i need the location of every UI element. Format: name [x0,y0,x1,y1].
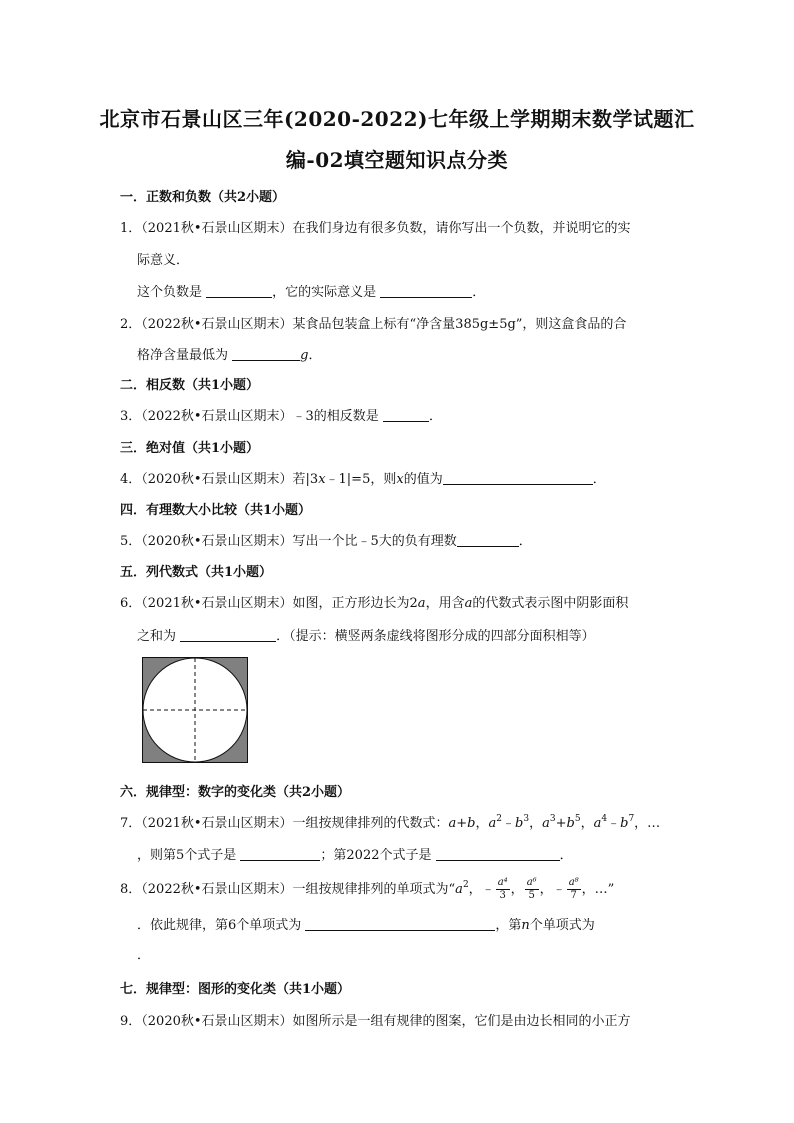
q2-unit: g [300,348,309,363]
question-4-line-1 [120,468,606,487]
q7-sep-1: ， [475,816,489,831]
q4-text-c: 的值为 [403,472,443,487]
q7-expr-3-exp-a: 3 [549,814,556,824]
q1-answer-blank-meaning[interactable] [380,284,472,298]
section-heading-number-patterns: 六．规律型：数字的变化类（共2小题） [120,785,351,800]
q7-text-d: ． [559,848,573,863]
q5-answer-blank[interactable] [457,533,519,547]
q8-var-n: n [521,918,530,933]
q7-sep-3: ， [580,816,594,831]
q7-expr-4-op: ﹣ [607,816,621,831]
question-6-line-1 [120,592,628,611]
document-title-line-1: 北京市石景山区三年(2020-2022)七年级上学期期末数学试题汇 [99,107,695,131]
question-1-line-1: 1．（2021秋•石景山区期末）在我们身边有很多负数，请你写出一个负数，并说明它的实 [120,221,631,236]
q7-expr-4-exp-a: 4 [601,814,608,824]
q8-frac-3-num: a⁸ [568,877,579,888]
question-1-line-2: 际意义． [137,253,190,268]
q4-var-x-1: x [318,472,326,487]
q2-text-a: 格净含量最低为 [137,348,233,363]
question-8-line-1 [120,877,614,902]
q5-text-a: 5．（2020秋•石景山区期末）写出一个比﹣5大的负有理数 [120,534,457,549]
question-8-line-2 [137,914,595,933]
q5-text-b: ． [518,534,532,549]
question-8-line-3: ． [137,948,151,963]
q7-expr-4-base-a: a [593,816,602,831]
q8-sign-2: ，﹣ [468,882,495,897]
q7-expr-3-exp-b: 5 [574,814,581,824]
question-2-line-1: 2．（2022秋•石景山区期末）某食品包装盒上标有“净含量385g±5g”，则这盒食品的合 [120,317,627,332]
q7-answer-blank-5th[interactable] [240,847,320,861]
q8-answer-blank-6th[interactable] [305,917,495,931]
section-heading-rational-comparison: 四．有理数大小比较（共1小题） [120,503,312,518]
q6-var-a-2: a [464,596,473,611]
q8-sep-3: ， [510,882,524,897]
q4-text-b: ﹣1|=5，则 [325,472,397,487]
q8-text-a: 8．（2022秋•石景山区期末）一组按规律排列的单项式为“ [120,882,456,897]
section-heading-algebraic-expressions: 五．列代数式（共1小题） [120,565,273,580]
section-heading-opposite-numbers: 二．相反数（共1小题） [120,378,260,393]
q7-expr-3-op: + [555,816,567,831]
q2-text-b: ． [308,348,322,363]
q4-var-x-2: x [396,472,404,487]
question-2-line-2 [137,344,321,363]
question-6-line-2 [137,625,595,644]
q2-answer-blank[interactable] [232,347,300,361]
question-5-line-1 [120,530,532,549]
q8-text-c: ，第 [495,918,522,933]
q7-expr-2-exp-a: 2 [496,814,503,824]
q8-frac-1-num: a⁴ [497,877,508,888]
q8-text-b: ．依此规律，第6个单项式为 [137,918,306,933]
question-9-line-1: 9．（2020秋•石景山区期末）如图所示是一组有规律的图案，它们是由边长相同的小正方 [120,1014,631,1029]
q1-text-c: ． [472,285,486,300]
q6-text-a: 6．（2021秋•石景山区期末）如图，正方形边长为2 [120,596,418,611]
q1-text-b: ，它的实际意义是 [272,285,381,300]
q7-answer-blank-2022nd[interactable] [436,847,560,861]
q4-text-d: ． [592,472,606,487]
q7-expr-2-base-b: b [515,816,524,831]
q8-frac-2-num: a⁶ [526,877,537,888]
q4-answer-blank[interactable] [443,471,593,485]
q8-fraction-3 [567,877,581,902]
q8-mono-1-exp: 2 [462,880,469,890]
q6-var-a-1: a [417,596,426,611]
q8-frac-2-den: 5 [528,890,535,901]
q8-fraction-1 [496,877,510,902]
question-3-line-1 [120,405,442,424]
q7-text-c: ；第2022个式子是 [320,848,436,863]
q8-frac-3-den: 7 [570,890,577,901]
square-circle-figure [142,657,248,763]
q6-text-d: 之和为 [137,629,181,644]
q8-tail: ，…” [581,882,615,897]
q3-text-b: ． [428,409,442,424]
document-title-line-2: 编-02填空题知识点分类 [285,148,509,172]
section-heading-positive-negative: 一．正数和负数（共2小题） [120,190,286,205]
q7-expr-3-base-a: a [542,816,550,831]
q6-text-c: 的代数式表示图中阴影面积 [472,596,629,611]
q7-expr-2-base-a: a [488,816,497,831]
q7-sep-2: ， [529,816,543,831]
q8-fraction-2 [525,877,539,902]
q6-answer-blank[interactable] [180,628,276,642]
question-1-line-3 [137,281,485,300]
q1-answer-blank-number[interactable] [206,284,272,298]
q7-expr-3-base-b: b [566,816,575,831]
q8-sign-4: ，﹣ [539,882,566,897]
q8-mono-1-base: a [455,882,463,897]
q1-text-a: 这个负数是 [137,285,207,300]
q6-text-e: ．（提示：横竖两条虚线将图形分成的四部分面积相等） [276,629,595,644]
q7-expr-2-op: ﹣ [502,816,516,831]
question-7-line-2 [137,844,573,863]
q4-text-a: 4．（2020秋•石景山区期末）若|3 [120,472,319,487]
section-heading-figure-patterns: 七．规律型：图形的变化类（共1小题） [120,982,351,997]
q7-ellipsis: ，… [634,816,661,831]
question-7-line-1 [120,812,660,831]
q3-text-a: 3．（2022秋•石景山区期末）﹣3的相反数是 [120,409,383,424]
q7-text-b: ，则第5个式子是 [137,848,241,863]
q7-expr-1: a+b [448,816,476,831]
q3-answer-blank[interactable] [383,408,429,422]
q7-expr-4-exp-b: 7 [628,814,635,824]
q7-expr-4-base-b: b [620,816,629,831]
q6-text-b: ，用含 [425,596,465,611]
q7-text-a: 7．（2021秋•石景山区期末）一组按规律排列的代数式： [120,816,449,831]
q8-frac-1-den: 3 [499,890,506,901]
q7-expr-2-exp-b: 3 [523,814,530,824]
q8-text-d: 个单项式为 [529,918,595,933]
section-heading-absolute-value: 三．绝对值（共1小题） [120,441,260,456]
